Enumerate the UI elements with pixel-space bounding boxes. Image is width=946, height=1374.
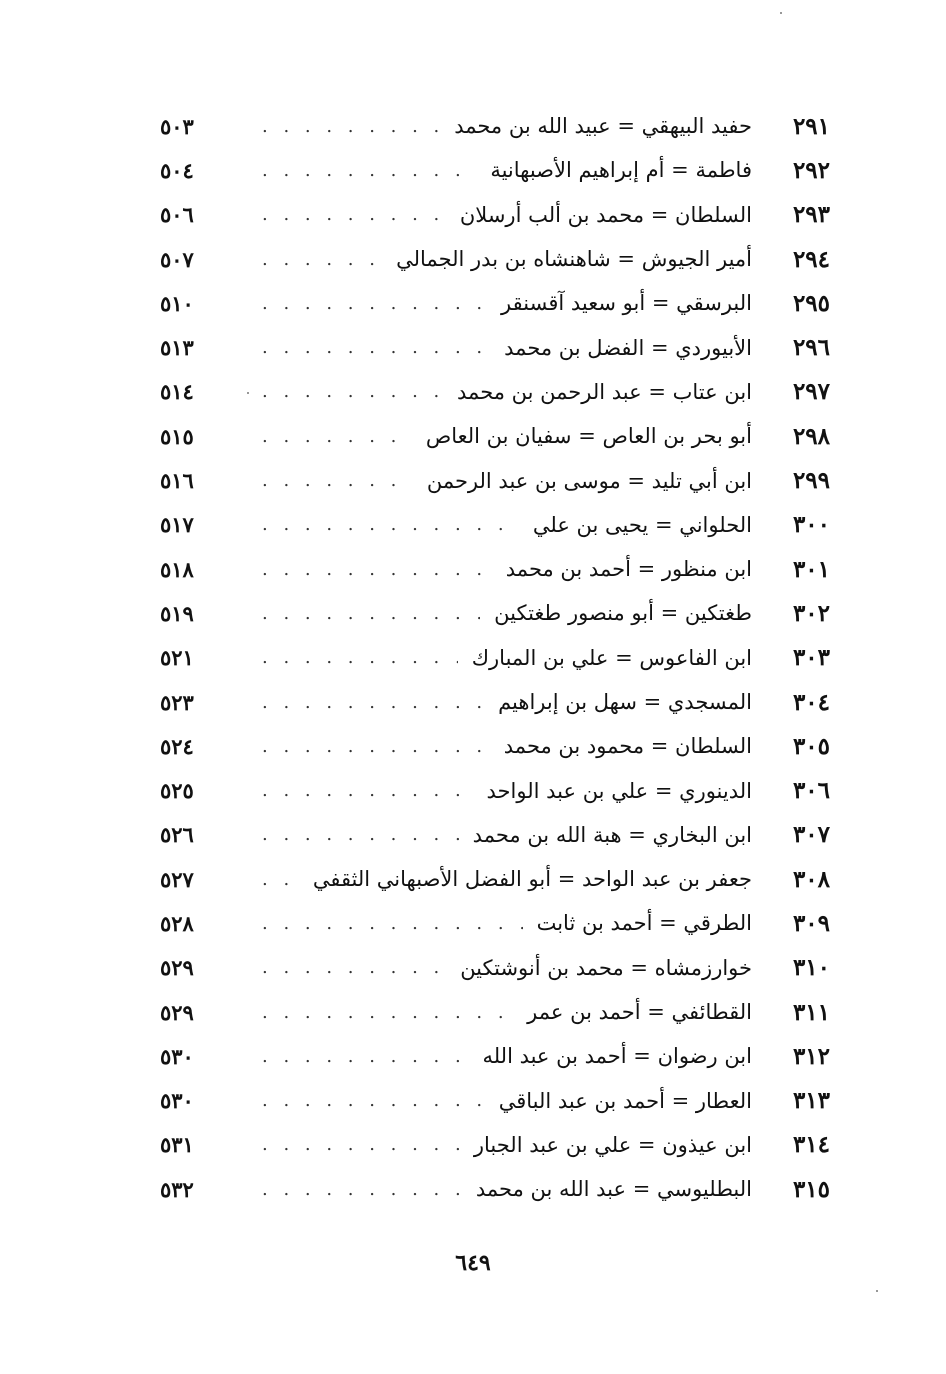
dot-leader [262,1002,513,1023]
toc-entry [160,281,836,325]
entry-title: البرسقي = أبو سعيد آقسنقر [501,291,752,316]
entry-title: السلطان = محمود بن محمد [503,734,752,759]
dot-leader [262,1179,462,1200]
dot-leader [262,736,490,757]
entry-number: ٣٠٨ [792,865,830,893]
entry-number: ٢٩١ [792,112,830,140]
entry-number: ٣٠٣ [792,644,830,672]
toc-entry [160,414,836,458]
entry-page-number: ٥١٨ [160,556,194,582]
entry-number: ٢٩٥ [792,289,830,317]
entry-title: السلطان = محمد بن ألب أرسلان [459,202,752,227]
entry-number: ٣٠١ [792,555,830,583]
entry-title: ابن رضوان = أحمد بن عبد الله [482,1044,752,1069]
entry-number: ٣١٥ [792,1175,830,1203]
dot-leader [262,780,473,801]
entry-number: ٣٠٢ [792,599,830,627]
entry-page-number: ٥٣٠ [160,1088,194,1114]
entry-page-number: ٥١٩ [160,600,194,626]
entry-title: الدينوري = علي بن عبد الواحد [486,778,752,803]
print-speck [780,12,782,14]
dot-leader [262,1134,460,1155]
entry-page-number: ٥٢٧ [160,866,194,892]
entry-page-number: ٥٣٠ [160,1043,194,1069]
dot-leader [262,1046,468,1067]
table-of-contents [160,104,836,1211]
dot-leader [262,692,484,713]
toc-entry [160,1034,836,1078]
entry-page-number: ٥٠٤ [160,157,194,183]
entry-title: الحلواني = يحيى بن علي [532,512,752,537]
toc-entry [160,104,836,148]
entry-number: ٢٩٤ [792,245,830,273]
toc-entry [160,591,836,635]
dot-leader [262,514,519,535]
entry-page-number: ٥٠٦ [160,202,194,228]
dot-leader [262,160,476,181]
entry-number: ٣٠٦ [792,777,830,805]
entry-title: خوارزمشاه = محمد بن أنوشتكين [460,955,752,980]
dot-leader [262,603,480,624]
entry-title: ابن منظور = أحمد بن محمد [505,557,752,582]
entry-number: ٣١٤ [792,1131,830,1159]
toc-entry [160,680,836,724]
entry-page-number: ٥١٦ [160,468,194,494]
entry-title: المسجدي = سهل بن إبراهيم [498,690,752,714]
entry-page-number: ٥٢٦ [160,822,194,848]
entry-title: فاطمة = أم إبراهيم الأصبهانية [490,158,752,183]
dot-leader [262,426,412,447]
entry-page-number: ٥٢٣ [160,689,194,715]
entry-title: أمير الجيوش = شاهنشاه بن بدر الجمالي [396,247,752,272]
entry-number: ٣١٠ [792,954,830,982]
entry-title: ابن أبي تليد = موسى بن عبد الرحمن [426,468,752,493]
entry-title: حفيد البيهقي = عبيد الله بن محمد [454,114,752,139]
dot-leader [262,337,490,358]
page-number: ٦٤٩ [455,1250,491,1276]
entry-page-number: ٥٢٩ [160,955,194,981]
entry-page-number: ٥١٤ [160,379,194,405]
entry-number: ٢٩٣ [792,201,830,229]
toc-entry [160,458,836,502]
entry-page-number: ٥١٣ [160,335,194,361]
print-speck [876,1290,878,1292]
dot-leader [262,913,523,934]
dot-leader [262,204,446,225]
entry-page-number: ٥١٥ [160,423,194,449]
dot-leader [262,1090,485,1111]
entry-title: ابن عتاب = عبد الرحمن بن محمد [457,379,752,404]
entry-page-number: ٥٠٣ [160,113,194,139]
entry-page-number: ٥٣١ [160,1132,194,1158]
toc-entry [160,990,836,1034]
entry-title: ابن عيذون = علي بن عبد الجبار [473,1132,752,1157]
print-speck [247,392,249,394]
entry-number: ٣١٢ [792,1042,830,1070]
toc-entry [160,1079,836,1123]
entry-title: العطار = أحمد بن عبد الباقي [498,1088,752,1113]
toc-entry [160,813,836,857]
entry-title: ابن البخاري = هبة الله بن محمد [472,822,752,847]
toc-entry [160,768,836,812]
entry-number: ٢٩٨ [792,422,830,450]
dot-leader [262,381,443,402]
entry-number: ٣٠٥ [792,732,830,760]
entry-page-number: ٥١٧ [160,512,194,538]
entry-page-number: ٥٣٢ [160,1176,194,1202]
toc-entry [160,370,836,414]
toc-entry [160,901,836,945]
entry-number: ٣٠٤ [792,688,830,716]
entry-page-number: ٥٢٨ [160,910,194,936]
toc-entry [160,857,836,901]
entry-number: ٢٩٩ [792,467,830,495]
entry-title: القطائفي = أحمد بن عمر [527,1000,752,1025]
entry-page-number: ٥٢٩ [160,999,194,1025]
entry-number: ٢٩٦ [792,334,830,362]
toc-entry [160,547,836,591]
toc-entry [160,724,836,768]
dot-leader [262,293,487,314]
entry-title: طغتكين = أبو منصور طغتكين [494,601,752,626]
entry-number: ٣٠٩ [792,909,830,937]
entry-title: جعفر بن عبد الواحد = أبو الفضل الأصبهاني الثقفي [312,867,752,892]
entry-page-number: ٥٢٥ [160,778,194,804]
toc-entry [160,1123,836,1167]
entry-title: البطليوسي = عبد الله بن محمد [475,1177,752,1202]
toc-entry [160,193,836,237]
dot-leader [262,869,299,890]
entry-page-number: ٥١٠ [160,290,194,316]
entry-page-number: ٥٢٤ [160,733,194,759]
entry-title: الأبيوردي = الفضل بن محمد [504,335,752,360]
dot-leader [262,470,413,491]
dot-leader [262,116,440,137]
entry-number: ٣١٣ [792,1087,830,1115]
entry-page-number: ٥٠٧ [160,246,194,272]
dot-leader [262,824,459,845]
entry-number: ٢٩٢ [792,156,830,184]
entry-title: الطرقي = أحمد بن ثابت [536,911,752,936]
dot-leader [262,559,492,580]
toc-entry [160,325,836,369]
dot-leader [262,249,382,270]
entry-number: ٢٩٧ [792,378,830,406]
toc-entry [160,636,836,680]
toc-entry [160,503,836,547]
entry-page-number: ٥٢١ [160,645,194,671]
entry-title: أبو بحر بن العاص = سفيان بن العاص [425,424,752,449]
entry-number: ٣١١ [792,998,830,1026]
toc-entry [160,148,836,192]
entry-number: ٣٠٧ [792,821,830,849]
toc-entry [160,1167,836,1211]
toc-entry [160,946,836,990]
entry-title: ابن الفاعوس = علي بن المبارك [471,645,752,670]
toc-entry [160,237,836,281]
entry-number: ٣٠٠ [792,511,830,539]
dot-leader [262,957,446,978]
dot-leader [262,647,458,668]
